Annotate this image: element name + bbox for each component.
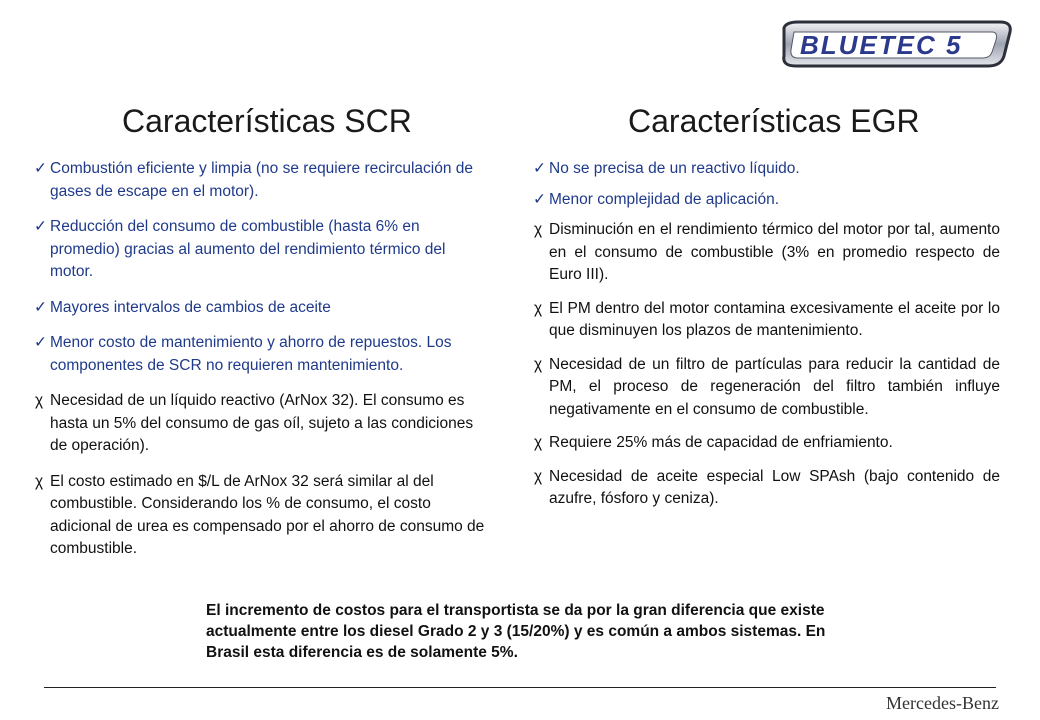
scr-list — [36, 158, 486, 574]
egr-item — [535, 466, 1000, 511]
cross-icon: χ — [534, 434, 543, 451]
egr-item — [535, 432, 1000, 455]
egr-item-text: No se precisa de un reactivo líquido. — [549, 160, 800, 177]
scr-item — [36, 216, 486, 284]
egr-item — [535, 158, 1000, 181]
egr-item-text: Menor complejidad de aplicación. — [549, 190, 780, 208]
bluetec-logo — [778, 18, 1022, 70]
check-icon: ✓ — [533, 160, 546, 177]
scr-item-text: Necesidad de un líquido reactivo (ArNox 32). El consumo es hasta un 5% del consumo de gas oíl, sujeto a las condiciones de operación). — [50, 392, 474, 454]
scr-item-text: Mayores intervalos de cambios de aceite — [50, 298, 331, 316]
check-icon: ✓ — [34, 218, 47, 235]
footer-divider — [44, 687, 996, 688]
egr-item-text: Disminución en el rendimiento térmico del motor por tal, aumento en el consumo de combustible (3% en promedio respecto de Euro III). — [549, 221, 1000, 283]
bluetec-logo-text: BLUETEC 5 — [800, 30, 963, 60]
check-icon: ✓ — [34, 298, 47, 316]
bluetec-logo-graphic — [778, 18, 1022, 70]
scr-item — [36, 390, 486, 458]
egr-item-text: Requiere 25% más de capacidad de enfriamiento. — [549, 434, 893, 451]
scr-title: Características SCR — [122, 103, 412, 139]
check-icon: ✓ — [533, 190, 546, 208]
cross-icon: χ — [35, 392, 44, 409]
cross-icon: χ — [534, 467, 543, 485]
mercedes-benz-brand: Mercedes-Benz — [886, 693, 999, 713]
check-icon: ✓ — [34, 334, 47, 351]
egr-item-text: Necesidad de un filtro de partículas para reducir la cantidad de PM, el proceso de regeneración del filtro también influye negativamente en el consumo de combustible. — [549, 355, 1000, 418]
check-icon: ✓ — [34, 160, 47, 177]
scr-item-text: Menor costo de mantenimiento y ahorro de repuestos. Los componentes de SCR no requieren mantenimiento. — [50, 334, 452, 374]
cross-icon: χ — [35, 472, 44, 490]
egr-item — [535, 354, 1000, 422]
cross-icon: χ — [534, 355, 543, 373]
egr-list — [535, 158, 1000, 522]
scr-item-text: Reducción del consumo de combustible (hasta 6% en promedio) gracias al aumento del rendimiento térmico del motor. — [50, 218, 446, 280]
egr-item-text: El PM dentro del motor contamina excesivamente el aceite por lo que disminuyen los plazos de mantenimiento. — [549, 299, 1000, 339]
scr-item — [36, 297, 486, 320]
cross-icon: χ — [534, 299, 543, 317]
egr-item — [535, 219, 1000, 287]
cost-note: El incremento de costos para el transportista se da por la gran diferencia que existe actualmente entre los diesel Grado 2 y 3 (15/20%) y es común a ambos sistemas. En Brasil esta diferencia es de solamente 5%. — [206, 602, 826, 661]
cross-icon: χ — [534, 221, 543, 238]
scr-item-text: El costo estimado en $/L de ArNox 32 será similar al del combustible. Considerando los % de consumo, el costo adicional de urea es compensado por el ahorro de consumo de combustible. — [50, 472, 485, 557]
scr-item-text: Combustión eficiente y limpia (no se requiere recirculación de gases de escape en el motor). — [50, 160, 474, 200]
egr-item — [535, 189, 1000, 212]
egr-item-text: Necesidad de aceite especial Low SPAsh (bajo contenido de azufre, fósforo y ceniza). — [549, 467, 1000, 507]
scr-item — [36, 332, 486, 377]
scr-item — [36, 471, 486, 561]
scr-item — [36, 158, 486, 203]
egr-item — [535, 298, 1000, 343]
egr-title: Características EGR — [628, 103, 920, 139]
